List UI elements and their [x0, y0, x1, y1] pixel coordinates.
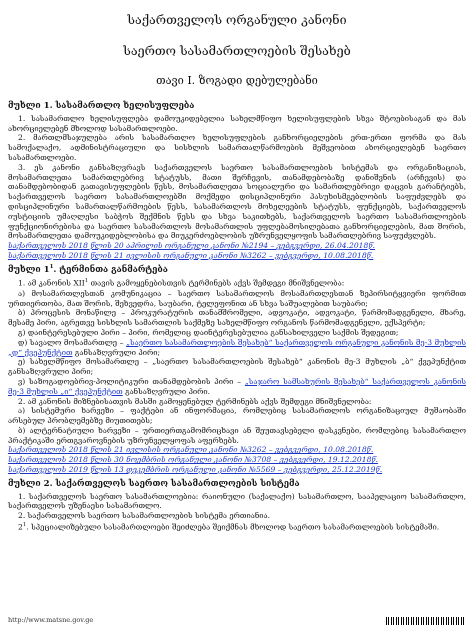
definition-a: ა) მოსამართლესთან კომუნიკაცია – საერთო სასამართლოს მოსამართლესთან ზეპირსიტყვიერი ფორმით ურთიერთობა, მათ შორის, შეხვედრა, საუბარი, ტელეფონით ან სხვა საშუალებით საუბარი; — [8, 288, 466, 308]
article-1-1-intro — [8, 277, 466, 288]
definition-b: ბ) პროცესის მონაწილე – პროკურატურის თანამშრომელი, ადვოკატი, ადვოკატი, წარმომადგენელი, მხარე, მესამე პირი, აგრეთვე სისხლის სამართლის საქმეზე სახელმწიფო ორგანოს წარმომადგენელი, ექსპერტი; — [8, 308, 466, 328]
intro-superscript: 1 — [84, 278, 89, 285]
paragraph-text: . სპეციალიზებული სასამართლოები შეიძლება შეიქმნას მხოლოდ საერთო სასამართლოების სისტემაში. — [26, 522, 440, 532]
heading-text: . ტერმინთა განმარტება — [53, 264, 168, 275]
law-type-title: საქართველოს ორგანული კანონი — [127, 12, 347, 27]
article-1-heading: მუხლი 1. სასამართლო ხელისუფლება — [8, 101, 195, 111]
article-1-1-heading — [8, 263, 466, 276]
paragraph-number: 2 — [18, 522, 23, 532]
article-1-paragraph-1: 1. სასამართლო ხელისუფლება დამოუკიდებელია სახელმწიფო ხელისუფლების სხვა შტოებისაგან და მას ახორციელებენ მხოლოდ სასამართლოები. — [8, 113, 466, 133]
page-footer — [8, 616, 466, 628]
article-1-paragraph-2: 2. მართლმსაჯულება არის სასამართლო ხელისუფლების განხორციელების ერთ-ერთი ფორმა და მას სამოქალაქო, ადმინისტრაციული და სისხლის სამართალწარმოების მეშვეობით ახორციელებენ საერთო სასამართლოები. — [8, 133, 466, 162]
heading-text: მუხლი 1 — [8, 264, 50, 275]
article-1-1-paragraph-2: 2. ამ კანონის მიზნებისათვის მასში გამოყენებულ ტერმინებს აქვს შემდეგი მნიშვნელობა: — [18, 396, 372, 406]
footer-url: http://www.matsne.gov.ge — [8, 616, 94, 624]
article-2-paragraph-2: 2. საქართველოს საერთო სასამართლოების სისტემა ერთიანია. — [18, 511, 271, 521]
definition-text: დ) სავალო მოსამართლე – — [18, 337, 127, 347]
document-body — [8, 100, 466, 532]
amendment-reference-link[interactable]: საქართველოს 2018 წლის 21 ივლისის ორგანული კანონი №3262 – ვებგვერდი, 10.08.2018წ. — [8, 250, 374, 260]
amendment-reference-link[interactable]: საქართველოს 2018 წლის 20 აპრილის ორგანული კანონი №2194 – ვებგვერდი, 26.04.2018წ. — [8, 241, 375, 251]
definition-text: ვ) საზოგადოებრივ-პოლიტიკური თანამდებობის პირი – — [18, 376, 245, 386]
definition-f — [8, 377, 466, 397]
law-reference-link[interactable]: „საჯარო სამსახურის შესახებ“ საქართველოს კანონის მე-3 მუხლის „ი“ ქვეპუნქტით — [8, 376, 466, 396]
law-reference-link[interactable]: „საერთო სასამართლოების შესახებ“ საქართველოს ორგანული კანონის მე-3 მუხლის „დ“ ქვეპუნქტით — [8, 337, 466, 357]
definition-2b: ბ) ალტერნატიული ხარვეზი – ურთიერთგამომრიცხავი ან შეუთავსებელი დასკვნები, რომლებიც სასამართლო პრაქტიკაში ერთგვაროვნების უზრუნველყოფას აფერხებს. — [8, 425, 466, 445]
definition-c: გ) დაინტერესებული პირი – პირი, რომელიც დაინტერესებულია განსახილველი საქმის შედეგით; — [18, 327, 399, 337]
paragraph-superscript: 1 — [22, 522, 27, 529]
heading-superscript: 1 — [49, 263, 54, 270]
amendment-reference-link[interactable]: საქართველოს 2019 წლის 13 დეკემბრის ორგანული კანონი №5569 – ვებგვერდი, 25.12.2019წ. — [8, 465, 383, 475]
law-name-title: საერთო სასამართლოების შესახებ — [123, 43, 351, 58]
article-2-paragraph-2-1 — [8, 521, 466, 532]
definition-2a: ა) სისტემური ხარვეზი – ფაქტები ან ინფორმაცია, რომლებიც სასამართლოს ორგანიზაციულ მუშაობაში არსებულ პრობლემებზე მიუთითებს; — [8, 406, 466, 426]
definition-text: განსაზღვრული პირი; — [72, 347, 161, 357]
definition-d — [8, 338, 466, 358]
article-1-paragraph-3: 3. ეს კანონი განსაზღვრავს საქართველოს საერთო სასამართლოების სისტემას და ორგანიზაციას, მოსამართლეთა სამართლებრივ სტატუსს, მათი შერჩევის, თანამდებობაზე დანიშვნის (არჩევის) და თანამდებობიდან გათავისუფლების წესს, მოსამართლეთა სოციალური და სამართლებრივი დაცვის გარანტიებს, საქართველოს საერთო სასამართლოებში მოქმედი დისციპლინური პასუხისმგებლობის საფუძვლებს და დისციპლინური სამართალწარმოების წესს, სასამართლოს მოხელეების სტატუსს, ფუნქციებს, საქართველოს იუსტიციის უმაღლესი საბჭოს შექმნის წესს და სხვა საკითხებს, საქართველოს საერთო სასამართლოების ფუნქციონირებისა და საერთო სასამართლოს მოსამართლის უფლებამოსილებათა განხორციელების, მათ შორის, მოსამართლეთა დამოუკიდებლობისა და მიუკერძოებლობის უზრუნველყოფის სამართლებრივ საფუძვლებს. — [8, 162, 466, 241]
definition-e: ე) სახელმწიფო მოსამართლე – „საერთო სასამართლოების შესახებ“ კანონის მე-3 მუხლის „ბ“ ქვეპუნქტით განსაზღვრული პირი; — [8, 357, 466, 377]
barcode-image — [386, 617, 466, 625]
intro-text: 1. ამ კანონის XII — [18, 278, 85, 288]
article-2-paragraph-1: 1. საქართველოს საერთო სასამართლოებია: რაიონული (საქალაქო) სასამართლო, სააპელაციო სასამართლო, საქართველოს უზენაესი სასამართლო. — [8, 491, 466, 511]
intro-text: თავის გამოყენებისთვის ტერმინებს აქვს შემდეგი მნიშვნელობა: — [88, 278, 345, 288]
chapter-title: თავი I. ზოგადი დებულებანი — [156, 74, 318, 87]
definition-text: განსაზღვრული პირი. — [122, 386, 211, 396]
article-2-heading: მუხლი 2. საქართველოს საერთო სასამართლოების სისტემა — [8, 478, 300, 489]
amendment-reference-link[interactable]: საქართველოს 2018 წლის 21 ივლისის ორგანული კანონი №3262 – ვებგვერდი, 10.08.2018წ. — [8, 445, 374, 455]
amendment-reference-link[interactable]: საქართველოს 2018 წლის 30 ნოემბრის ორგანული კანონი №3708 – ვებგვერდი, 19.12.2018წ. — [8, 455, 379, 465]
